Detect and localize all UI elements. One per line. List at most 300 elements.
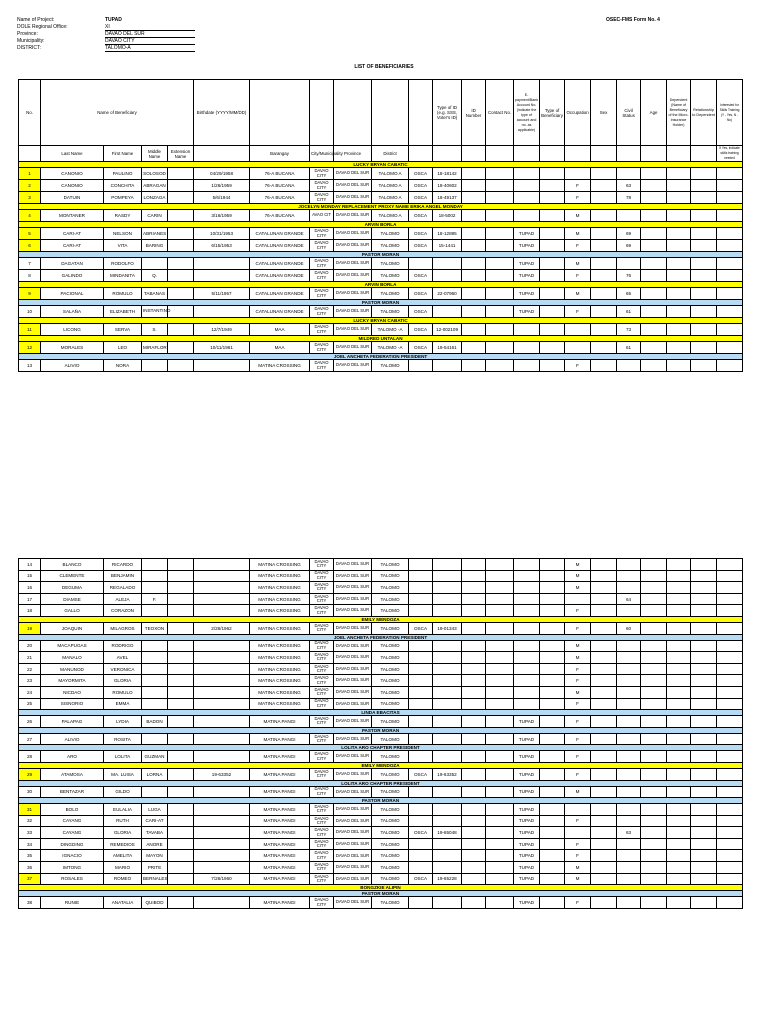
col-no: No. (19, 80, 41, 146)
district-label: DISTRICT: (17, 45, 41, 51)
cell-province: DAVAO DEL SUR (334, 180, 372, 192)
cell-contact-no (462, 786, 486, 798)
cell-relationship (667, 716, 691, 728)
cell-extension-name (168, 716, 194, 728)
cell-sex: F (565, 306, 591, 318)
cell-birthdate: 12/7/1949 (194, 324, 250, 336)
cell-beneficiary-type (514, 640, 540, 652)
cell-skills-interest (691, 897, 717, 909)
cell-province: DAVAO DEL SUR (334, 559, 372, 571)
cell-province: DAVAO DEL SUR (334, 652, 372, 664)
cell-district: TALOMO (372, 582, 409, 594)
cell-civil-status (591, 751, 617, 763)
cell-middle-name: BADON (142, 716, 168, 728)
group-label: PASTOR MORAN (19, 727, 743, 733)
cell-skills-interest (691, 306, 717, 318)
cell-city: DAVAO CITY (310, 559, 334, 571)
cell-skills-interest (691, 288, 717, 300)
cell-relationship (667, 663, 691, 675)
cell-extension-name (168, 873, 194, 885)
cell-first-name: REGALADO (104, 582, 142, 594)
cell-last-name: MACAPUGAS (41, 640, 104, 652)
cell-city: DAVAO CITY (310, 675, 334, 687)
cell-extension-name (168, 815, 194, 827)
cell-row-number: 36 (19, 862, 41, 874)
project-label: Name of Project: (17, 17, 55, 23)
cell-contact-no (462, 751, 486, 763)
cell-extension-name (168, 640, 194, 652)
cell-id-type (409, 675, 433, 687)
cell-id-type: OSCA (409, 240, 433, 252)
table-row (19, 698, 743, 710)
cell-epayment (486, 228, 514, 240)
cell-id-number: 19-63352 (433, 768, 462, 780)
cell-age: 61 (617, 306, 641, 318)
cell-barangay: 76-A BUCANA (250, 180, 310, 192)
cell-age (617, 850, 641, 862)
cell-skills-needed (717, 897, 743, 909)
cell-age: 63 (617, 827, 641, 839)
cell-skills-interest (691, 622, 717, 634)
table-row (19, 210, 743, 222)
cell-city: DAVAO CITY (310, 324, 334, 336)
group-label: EMILY MENDOZA (19, 762, 743, 768)
table-body-page-1 (19, 162, 743, 372)
cell-birthdate: 2/28/1962 (194, 622, 250, 634)
cell-age: 73 (617, 324, 641, 336)
cell-barangay: MATINA CROSSING (250, 675, 310, 687)
cell-skills-interest (691, 786, 717, 798)
table-row (19, 675, 743, 687)
cell-birthdate (194, 698, 250, 710)
cell-civil-status (591, 360, 617, 372)
cell-beneficiary-type (514, 180, 540, 192)
cell-district: TALOMO (372, 897, 409, 909)
cell-beneficiary-type (514, 698, 540, 710)
cell-beneficiary-type: TUPAD (514, 768, 540, 780)
cell-id-type: OSCA (409, 168, 433, 180)
cell-first-name: NELSON (104, 228, 142, 240)
cell-barangay: MATINA CROSSING (250, 622, 310, 634)
cell-dependent (641, 640, 667, 652)
cell-skills-interest (691, 270, 717, 282)
cell-dependent (641, 768, 667, 780)
cell-first-name: LYDIA (104, 716, 142, 728)
cell-extension-name (168, 605, 194, 617)
cell-relationship (667, 838, 691, 850)
group-label: PASTOR MORAN (19, 300, 743, 306)
cell-civil-status (591, 652, 617, 664)
group-label: LUCKY BRYAN CABATIC (19, 162, 743, 168)
cell-epayment (486, 686, 514, 698)
cell-district: TALOMO (372, 593, 409, 605)
col-name-of-beneficiary: Name of Beneficiary (41, 80, 194, 146)
cell-province: DAVAO DEL SUR (334, 342, 372, 354)
cell-relationship (667, 786, 691, 798)
cell-beneficiary-type: TUPAD (514, 270, 540, 282)
table-row (19, 827, 743, 839)
cell-relationship (667, 240, 691, 252)
cell-city: DAVAO CITY (310, 270, 334, 282)
cell-epayment (486, 360, 514, 372)
cell-relationship (667, 675, 691, 687)
cell-id-number (433, 815, 462, 827)
cell-row-number: 23 (19, 675, 41, 687)
cell-skills-needed (717, 605, 743, 617)
cell-epayment (486, 640, 514, 652)
group-label: JOCELYN MONDAY REPLACEMENT PROXY NAME ERIKA ANGEL MONDAY (19, 204, 743, 210)
cell-dependent (641, 192, 667, 204)
cell-age (617, 360, 641, 372)
cell-sex: M (565, 228, 591, 240)
cell-middle-name: S. (142, 324, 168, 336)
cell-age: 63 (617, 180, 641, 192)
cell-first-name: SERVA (104, 324, 142, 336)
cell-epayment (486, 605, 514, 617)
group-label: BONGZKIE ALIPIN (19, 885, 743, 891)
cell-occupation (540, 593, 565, 605)
cell-civil-status (591, 622, 617, 634)
cell-last-name: BENTAZAR (41, 786, 104, 798)
cell-sex: F (565, 605, 591, 617)
group-label: PASTOR MORAN (19, 891, 743, 897)
cell-id-type: OSCA (409, 342, 433, 354)
cell-skills-interest (691, 210, 717, 222)
cell-skills-needed (717, 582, 743, 594)
cell-contact-no (462, 827, 486, 839)
cell-barangay: 76-A BUCANA (250, 168, 310, 180)
cell-sex: F (565, 716, 591, 728)
cell-id-type (409, 360, 433, 372)
cell-occupation (540, 288, 565, 300)
cell-relationship (667, 288, 691, 300)
cell-skills-interest (691, 733, 717, 745)
table-row (19, 663, 743, 675)
cell-civil-status (591, 675, 617, 687)
cell-last-name: MANUNOD (41, 663, 104, 675)
cell-id-number (433, 862, 462, 874)
cell-occupation (540, 570, 565, 582)
cell-middle-name: BERNALES (142, 873, 168, 885)
cell-city: DAVAO CITY (310, 258, 334, 270)
cell-beneficiary-type: TUPAD (514, 716, 540, 728)
cell-dependent (641, 751, 667, 763)
cell-id-number (433, 640, 462, 652)
table-row (19, 360, 743, 372)
cell-id-type (409, 862, 433, 874)
cell-age: 78 (617, 192, 641, 204)
cell-beneficiary-type: TUPAD (514, 873, 540, 885)
cell-skills-needed (717, 342, 743, 354)
cell-district: TALOMO (372, 559, 409, 571)
cell-relationship (667, 258, 691, 270)
col-contact: Contact No. (486, 80, 514, 146)
cell-epayment (486, 570, 514, 582)
cell-barangay: MATINA PANGI (250, 897, 310, 909)
cell-province: DAVAO DEL SUR (334, 192, 372, 204)
group-label: ARVIN BORLA (19, 222, 743, 228)
cell-skills-interest (691, 582, 717, 594)
cell-sex: M (565, 686, 591, 698)
cell-epayment (486, 675, 514, 687)
cell-district: TALOMO (372, 288, 409, 300)
cell-sex: M (565, 873, 591, 885)
cell-district: TALOMO (372, 768, 409, 780)
cell-id-type (409, 605, 433, 617)
cell-sex (565, 804, 591, 816)
group-label: LOLITA ARO CHAPTER PRESIDENT (19, 745, 743, 751)
cell-extension-name (168, 288, 194, 300)
cell-skills-interest (691, 850, 717, 862)
cell-sex (565, 593, 591, 605)
cell-middle-name: BARING (142, 240, 168, 252)
cell-epayment (486, 622, 514, 634)
cell-id-number (433, 804, 462, 816)
cell-occupation (540, 258, 565, 270)
cell-middle-name: INSTANTINO (142, 306, 168, 318)
cell-district: TALOMO (372, 873, 409, 885)
cell-contact-no (462, 768, 486, 780)
cell-id-type (409, 804, 433, 816)
table-row (19, 786, 743, 798)
cell-sex: F (565, 663, 591, 675)
cell-beneficiary-type (514, 675, 540, 687)
cell-sex: F (565, 733, 591, 745)
cell-civil-status (591, 342, 617, 354)
cell-occupation (540, 804, 565, 816)
cell-district: TALOMO (372, 815, 409, 827)
cell-sex (565, 342, 591, 354)
cell-id-number (433, 570, 462, 582)
cell-skills-needed (717, 850, 743, 862)
table-row (19, 258, 743, 270)
cell-birthdate: 3/16/1959 (194, 210, 250, 222)
cell-city: DAVAO CITY (310, 622, 334, 634)
cell-sex: F (565, 768, 591, 780)
cell-relationship (667, 324, 691, 336)
cell-occupation (540, 192, 565, 204)
cell-beneficiary-type: TUPAD (514, 815, 540, 827)
cell-skills-needed (717, 768, 743, 780)
cell-province: DAVAO DEL SUR (334, 663, 372, 675)
cell-birthdate (194, 850, 250, 862)
cell-extension-name (168, 306, 194, 318)
cell-id-number (433, 751, 462, 763)
cell-barangay: MATINA CROSSING (250, 640, 310, 652)
cell-civil-status (591, 663, 617, 675)
cell-skills-interest (691, 168, 717, 180)
cell-district: TALOMO (372, 228, 409, 240)
group-label: MILDRED UNTALAN (19, 336, 743, 342)
cell-dependent (641, 686, 667, 698)
cell-age (617, 582, 641, 594)
municipality-label: Municipality: (17, 38, 45, 44)
cell-skills-needed (717, 228, 743, 240)
cell-relationship (667, 605, 691, 617)
cell-id-type (409, 570, 433, 582)
cell-id-type (409, 686, 433, 698)
cell-first-name: ELIZABETH (104, 306, 142, 318)
cell-first-name: CORAZON (104, 605, 142, 617)
cell-civil-status (591, 850, 617, 862)
cell-occupation (540, 827, 565, 839)
cell-skills-interest (691, 716, 717, 728)
table-row (19, 815, 743, 827)
cell-dependent (641, 559, 667, 571)
cell-extension-name (168, 686, 194, 698)
cell-id-type (409, 593, 433, 605)
cell-birthdate: 10/31/1953 (194, 228, 250, 240)
cell-row-number: 9 (19, 288, 41, 300)
cell-district: TALOMO (372, 850, 409, 862)
cell-civil-status (591, 180, 617, 192)
cell-id-type (409, 751, 433, 763)
cell-barangay: MATINA CROSSING (250, 663, 310, 675)
cell-city: AVAO CIT (310, 210, 334, 222)
cell-dependent (641, 593, 667, 605)
cell-last-name: DAGATAN (41, 258, 104, 270)
cell-city: DAVAO CITY (310, 652, 334, 664)
cell-row-number: 10 (19, 306, 41, 318)
cell-skills-interest (691, 768, 717, 780)
cell-first-name: RUTH (104, 815, 142, 827)
cell-contact-no (462, 306, 486, 318)
col-sex: Sex (591, 80, 617, 146)
table-row (19, 270, 743, 282)
cell-city: DAVAO CITY (310, 582, 334, 594)
cell-province: DAVAO DEL SUR (334, 622, 372, 634)
cell-first-name: BENJAMIN (104, 570, 142, 582)
cell-last-name: DATUIN (41, 192, 104, 204)
cell-occupation (540, 228, 565, 240)
cell-extension-name (168, 180, 194, 192)
cell-province: DAVAO DEL SUR (334, 270, 372, 282)
cell-civil-status (591, 698, 617, 710)
cell-city: DAVAO CITY (310, 768, 334, 780)
cell-id-type (409, 258, 433, 270)
cell-last-name: CLEMENTE (41, 570, 104, 582)
col-extension-name: Extension Name (168, 146, 194, 162)
cell-skills-interest (691, 652, 717, 664)
cell-last-name: MANALO (41, 652, 104, 664)
cell-middle-name (142, 675, 168, 687)
table-row (19, 228, 743, 240)
cell-id-type: OSCA (409, 873, 433, 885)
cell-city: DAVAO CITY (310, 686, 334, 698)
cell-barangay: 76-A BUCANA (250, 210, 310, 222)
cell-city: DAVAO CITY (310, 804, 334, 816)
cell-occupation (540, 815, 565, 827)
table-row (19, 897, 743, 909)
cell-contact-no (462, 862, 486, 874)
cell-district: TALOMO A (372, 192, 409, 204)
cell-last-name: CANONIO (41, 168, 104, 180)
cell-last-name: DIAMSE (41, 593, 104, 605)
cell-middle-name (142, 559, 168, 571)
cell-birthdate (194, 862, 250, 874)
cell-age (617, 559, 641, 571)
cell-middle-name (142, 663, 168, 675)
cell-birthdate (194, 360, 250, 372)
cell-birthdate (194, 804, 250, 816)
cell-occupation (540, 324, 565, 336)
cell-occupation (540, 180, 565, 192)
cell-contact-no (462, 850, 486, 862)
cell-contact-no (462, 698, 486, 710)
beneficiaries-table (18, 79, 743, 372)
cell-skills-needed (717, 168, 743, 180)
cell-dependent (641, 180, 667, 192)
cell-province: DAVAO DEL SUR (334, 838, 372, 850)
cell-barangay: MATINA PANGI (250, 862, 310, 874)
cell-first-name: CONCHITA (104, 180, 142, 192)
cell-occupation (540, 686, 565, 698)
cell-barangay: 76-A BUCANA (250, 192, 310, 204)
cell-district: TALOMO (372, 360, 409, 372)
cell-birthdate (194, 815, 250, 827)
cell-relationship (667, 270, 691, 282)
beneficiaries-table-page-2 (18, 558, 743, 909)
cell-barangay: MATINA CROSSING (250, 605, 310, 617)
cell-city: DAVAO CITY (310, 228, 334, 240)
cell-sex: F (565, 622, 591, 634)
cell-dependent (641, 622, 667, 634)
cell-province: DAVAO DEL SUR (334, 324, 372, 336)
cell-province: DAVAO DEL SUR (334, 306, 372, 318)
cell-city: DAVAO CITY (310, 786, 334, 798)
cell-extension-name (168, 258, 194, 270)
cell-birthdate (194, 605, 250, 617)
cell-province: DAVAO DEL SUR (334, 605, 372, 617)
cell-row-number: 34 (19, 838, 41, 850)
cell-dependent (641, 582, 667, 594)
cell-row-number: 18 (19, 605, 41, 617)
cell-epayment (486, 593, 514, 605)
cell-id-number (433, 270, 462, 282)
cell-first-name: AMELITA (104, 850, 142, 862)
cell-dependent (641, 240, 667, 252)
cell-row-number: 38 (19, 897, 41, 909)
cell-birthdate (194, 640, 250, 652)
cell-relationship (667, 698, 691, 710)
cell-civil-status (591, 804, 617, 816)
cell-dependent (641, 862, 667, 874)
cell-dependent (641, 873, 667, 885)
cell-skills-needed (717, 559, 743, 571)
cell-id-number: 15-1441 (433, 240, 462, 252)
cell-sex: M (565, 258, 591, 270)
cell-id-number: 18-40602 (433, 180, 462, 192)
cell-city: DAVAO CITY (310, 640, 334, 652)
cell-first-name: MINDANITA (104, 270, 142, 282)
cell-district: TALOMO (372, 570, 409, 582)
col-age: Age (641, 80, 667, 146)
cell-beneficiary-type (514, 663, 540, 675)
cell-skills-needed (717, 686, 743, 698)
cell-id-number: 12-002109 (433, 324, 462, 336)
cell-skills-needed (717, 862, 743, 874)
cell-barangay: MATINA PANGI (250, 873, 310, 885)
cell-id-number: 19-65228 (433, 873, 462, 885)
col-relationship: Relationship to Dependent (691, 80, 717, 146)
cell-age (617, 686, 641, 698)
cell-row-number: 22 (19, 663, 41, 675)
col-id-type: Type of ID (e.g. SSS, Voter's ID) (433, 80, 462, 146)
cell-middle-name: PRITE (142, 862, 168, 874)
cell-epayment (486, 652, 514, 664)
group-label: PASTOR MORAN (19, 798, 743, 804)
cell-id-type (409, 815, 433, 827)
